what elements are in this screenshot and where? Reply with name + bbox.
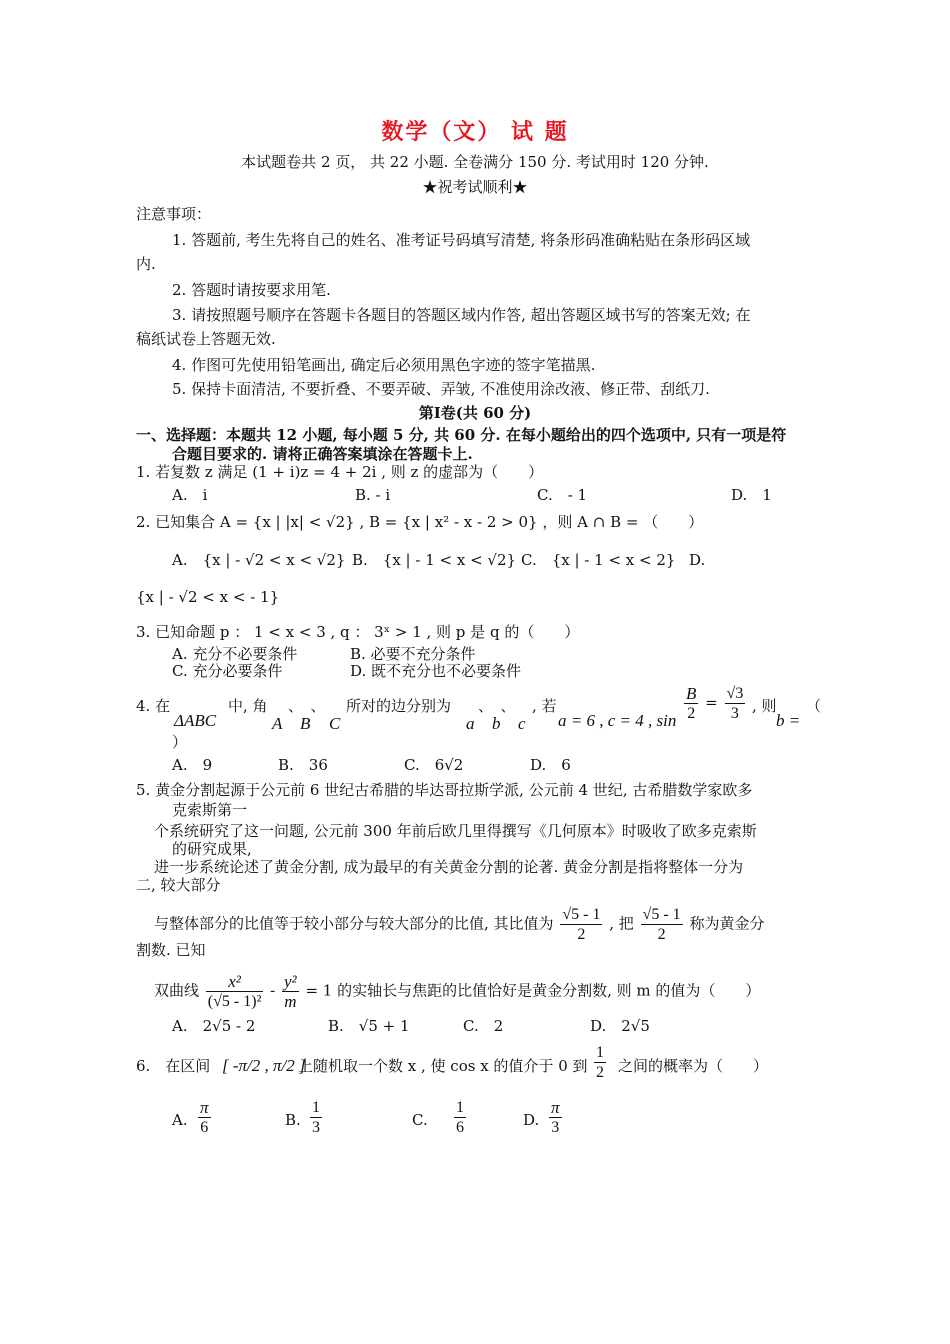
q5-hx-den: (√5 - 1)²	[207, 993, 262, 1010]
q5-ratio-text-3: 称为黄金分	[689, 914, 765, 933]
q5-gold-num: √5 - 1	[562, 906, 601, 923]
q5-ratio-text: 与整体部分的比值等于较小部分与较大部分的比值, 其比值为	[154, 914, 554, 933]
q5-line-4: 的研究成果,	[172, 840, 252, 858]
exam-subtitle: 本试题卷共 2 页， 共 22 小题. 全卷满分 150 分. 考试用时 120 分钟.	[241, 153, 709, 171]
q4-equals: =	[705, 693, 718, 712]
q4-angle-c: C	[329, 714, 341, 733]
page-title: 数学（文） 试 题	[381, 119, 569, 145]
q5-line-1: 5. 黄金分割起源于公元前 6 世纪古希腊的毕达哥拉斯学派, 公元前 4 世纪, 古希腊数学家欧多	[136, 781, 753, 799]
q6-stem-start: 6. 在区间	[136, 1057, 211, 1075]
q4-side-c: c	[518, 714, 526, 733]
q4-angle-a: A	[272, 714, 283, 733]
q2-option-d-label: D.	[689, 551, 706, 569]
q6-b-den: 3	[312, 1119, 320, 1136]
q4-given: a = 6 , c = 4 , sin	[558, 711, 677, 730]
q6-option-d-label: D.	[523, 1111, 540, 1129]
q5-hx-num: x²	[206, 972, 264, 992]
q3-option-c: C. 充分必要条件	[172, 662, 283, 680]
q5-option-a: A. 2√5 - 2	[172, 1017, 256, 1035]
q4-sep-2: 、 、	[478, 697, 516, 715]
q4-option-b: B. 36	[278, 756, 328, 774]
q6-a-den: 6	[200, 1119, 209, 1136]
q4-if: , 若	[532, 697, 557, 715]
q6-interval: [ -π/2 , π/2 ]	[222, 1056, 306, 1075]
q6-half	[592, 1043, 608, 1082]
q5-line-2: 克索斯第一	[172, 801, 248, 819]
q6-stem-end: 之间的概率为（ ）	[618, 1057, 769, 1075]
q4-b-equals: b =	[776, 711, 801, 730]
q4-side-a: a	[466, 714, 475, 733]
q2-option-a: A. {x | - √2 < x < √2}	[172, 551, 346, 569]
q6-stem-mid: 上随机取一个数 x , 使 cos x 的值介于 0 到	[298, 1057, 588, 1075]
q6-c-num: 1	[456, 1099, 464, 1116]
q6-c-den: 6	[456, 1119, 464, 1136]
q4-fraction-b-den: 2	[687, 705, 696, 722]
exam-wish: ★祝考试顺利★	[422, 178, 528, 196]
q6-b-num: 1	[312, 1099, 320, 1116]
q1-stem: 1. 若复数 z 满足 (1 + i)z = 4 + 2i , 则 z 的虚部为（ ）	[136, 463, 544, 481]
q6-half-num: 1	[596, 1044, 604, 1061]
q4-angle-label: 中, 角	[228, 697, 268, 715]
q4-side-b: b	[492, 714, 501, 733]
q5-ratio-text-2: , 把	[609, 914, 634, 933]
section-instructions: 一、选择题：本题共 12 小题, 每小题 5 分, 共 60 分. 在每小题给出的四个选项中, 只有一项是符	[136, 426, 787, 444]
q5-gold-den: 2	[577, 926, 586, 943]
q4-paren-open: （	[806, 697, 822, 715]
q5-line-7	[154, 905, 764, 944]
q3-option-a: A. 充分不必要条件	[172, 645, 298, 663]
q6-option-a-label: A.	[172, 1111, 188, 1129]
q4-option-d: D. 6	[530, 756, 571, 774]
note-2: 2. 答题时请按要求用笔.	[172, 281, 331, 299]
q1-option-d: D. 1	[731, 486, 772, 504]
q4-fraction-root3-den: 3	[730, 705, 739, 722]
q4-fraction-root3-num: √3	[726, 685, 744, 702]
note-4: 4. 作图可先使用铅笔画出, 确定后必须用黑色字迹的签字笔描黑.	[172, 356, 596, 374]
q4-option-a: A. 9	[172, 756, 213, 774]
q2-option-d: {x | - √2 < x < - 1}	[136, 588, 280, 606]
q3-option-d: D. 既不充分也不必要条件	[350, 662, 522, 680]
q3-stem: 3. 已知命题 p ： 1 < x < 3 , q ： 3ˣ > 1 , 则 p 是 q 的（ ）	[136, 623, 580, 641]
section-instructions-cont: 合题目要求的. 请将正确答案填涂在答题卡上.	[172, 445, 473, 463]
q6-option-b-label: B.	[285, 1111, 301, 1129]
q4-triangle: ΔABC	[174, 711, 217, 730]
q4-angle-b: B	[300, 714, 311, 733]
q4-option-c: C. 6√2	[404, 756, 464, 774]
q5-line-3: 个系统研究了这一问题, 公元前 300 年前后欧几里得撰写《几何原本》时吸收了欧多克索斯	[154, 822, 757, 840]
q4-fraction-b-num: B	[686, 684, 697, 703]
note-1: 1. 答题前, 考生先将自己的姓名、准考证号码填写清楚, 将条形码准确粘贴在条形码区域	[172, 231, 751, 249]
q2-stem: 2. 已知集合 A = {x | |x| < √2} , B = {x | x² - x - 2 > 0} ，则 A ∩ B = （ ）	[136, 513, 704, 531]
q6-option-c	[452, 1098, 468, 1137]
q5-line-8: 割数. 已知	[136, 941, 206, 959]
q4-then: , 则	[752, 697, 777, 715]
q5-line-9	[154, 972, 760, 1011]
q1-option-a: A. i	[172, 486, 208, 504]
q6-option-b	[308, 1098, 324, 1137]
q6-option-d	[547, 1098, 564, 1137]
q5-hy-den: m	[284, 992, 297, 1011]
q1-option-c: C. - 1	[537, 486, 588, 504]
q2-option-b: B. {x | - 1 < x < √2}	[352, 551, 517, 569]
q5-line-6: 二, 较大部分	[136, 876, 221, 894]
q5-option-c: C. 2	[463, 1017, 504, 1035]
part-title: 第Ⅰ卷(共 60 分)	[418, 404, 532, 422]
q5-option-b: B. √5 + 1	[328, 1017, 410, 1035]
q6-option-a	[196, 1098, 213, 1137]
q6-d-den: 3	[551, 1119, 560, 1136]
q5-line-5: 进一步系统论述了黄金分割, 成为最早的有关黄金分割的论著. 黄金分割是指将整体一分为	[154, 858, 744, 876]
q5-hy-num: y²	[284, 972, 297, 991]
note-3: 3. 请按照题号顺序在答题卡各题目的答题区域内作答, 超出答题区域书写的答案无效; 在	[172, 306, 751, 324]
q5-hyperbola-rest: = 1 的实轴长与焦距的比值恰好是黄金分割数, 则 m 的值为（ ）	[305, 981, 761, 1000]
q6-option-c-label: C.	[412, 1111, 428, 1129]
notes-heading: 注意事项：	[136, 205, 212, 223]
q5-gold-num-2: √5 - 1	[642, 906, 681, 923]
q4-fraction-b	[682, 684, 747, 723]
q6-a-num: π	[200, 1098, 209, 1117]
q4-sides-label: 所对的边分别为	[346, 697, 452, 715]
note-5: 5. 保持卡面清洁, 不要折叠、不要弄破、弄皱, 不准使用涂改液、修正带、刮纸刀.	[172, 380, 710, 398]
note-1-cont: 内.	[136, 255, 156, 273]
q4-stem-start: 4. 在	[136, 697, 171, 715]
q4-paren-close: ）	[172, 733, 188, 751]
q5-hyperbola-label: 双曲线	[154, 981, 200, 1000]
q4-sep-1: 、 、	[288, 697, 326, 715]
q1-option-b: B. - i	[355, 486, 391, 504]
q3-option-b: B. 必要不充分条件	[350, 645, 476, 663]
q6-half-den: 2	[596, 1064, 604, 1081]
q6-d-num: π	[551, 1098, 560, 1117]
note-3-cont: 稿纸试卷上答题无效.	[136, 330, 276, 348]
q5-gold-den-2: 2	[657, 926, 666, 943]
q5-option-d: D. 2√5	[590, 1017, 650, 1035]
q2-option-c: C. {x | - 1 < x < 2}	[521, 551, 676, 569]
q5-minus: -	[270, 981, 276, 1000]
